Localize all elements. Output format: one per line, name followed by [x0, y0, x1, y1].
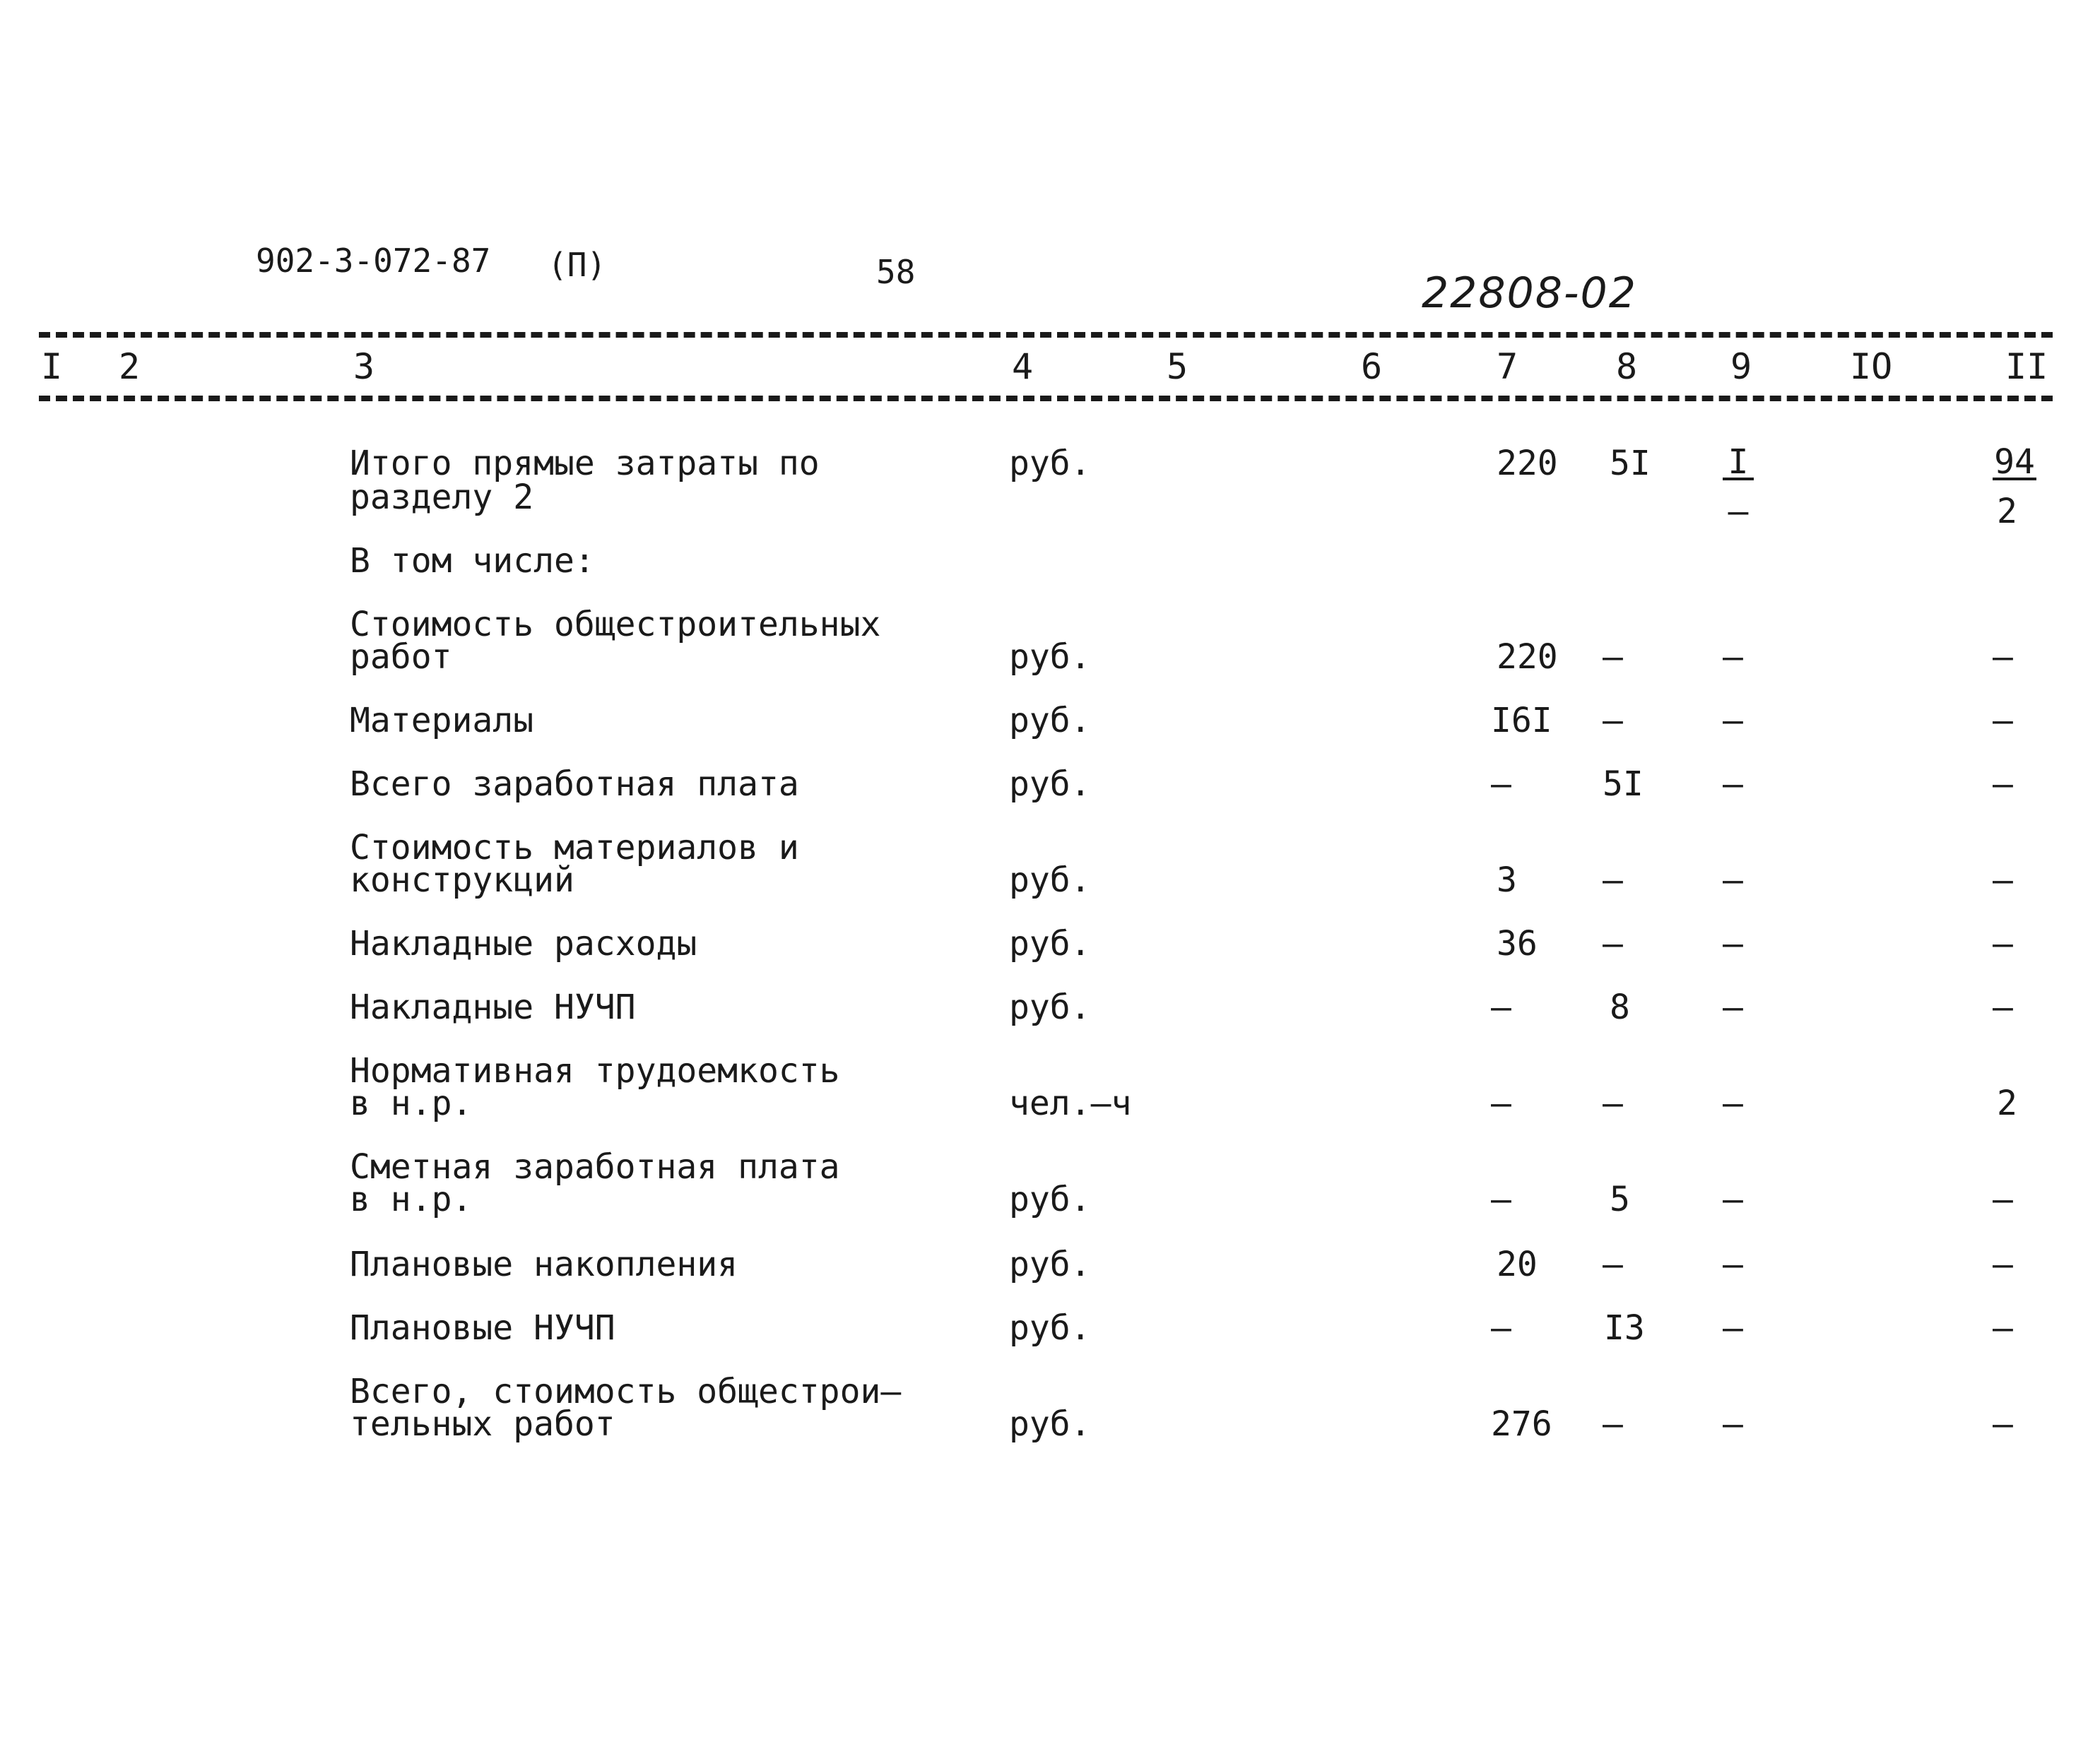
page-number: 58: [876, 253, 916, 291]
row-col8: –: [1603, 701, 1623, 740]
row-col8: 5I: [1603, 764, 1644, 804]
row-unit: руб.: [1009, 1180, 1091, 1219]
row-col7: –: [1491, 1084, 1511, 1123]
row-col8: –: [1603, 1404, 1623, 1444]
row-description-line: Накладные НУЧП: [350, 988, 636, 1027]
row-col11: –: [1993, 860, 2013, 900]
row-description-line: Нормативная трудоемкость: [350, 1051, 840, 1091]
row-col11: –: [1993, 1245, 2013, 1284]
document-code: 902-3-072-87: [256, 242, 491, 280]
document-part: (П): [548, 246, 607, 284]
drawing-number: 22808-02: [1422, 268, 1637, 318]
col-num-3: 3: [353, 346, 375, 387]
row-unit: чел.–ч: [1009, 1084, 1132, 1123]
col-num-8: 8: [1616, 346, 1638, 387]
row-col7: –: [1491, 764, 1511, 804]
row-description-line: конструкций: [350, 860, 574, 900]
row-unit: руб.: [1009, 988, 1091, 1027]
row-col11: –: [1993, 637, 2013, 677]
row-col11: –: [1993, 988, 2013, 1027]
row-col9: –: [1723, 1084, 1743, 1123]
row-description-line: Сметная заработная плата: [350, 1147, 840, 1187]
row-col11: –: [1993, 701, 2013, 740]
row-col11: –: [1993, 764, 2013, 804]
row-description-line: В том числе:: [350, 541, 595, 581]
row-description-line: Итого прямые затраты по: [350, 444, 820, 483]
header-bottom-rule: [39, 396, 2053, 401]
row-col8: –: [1603, 1245, 1623, 1284]
row-description-line: разделу 2: [350, 478, 534, 517]
header-top-rule: [39, 332, 2053, 338]
row-description-line: Плановые НУЧП: [350, 1308, 615, 1348]
row-unit: руб.: [1009, 444, 1091, 483]
row-col7: I6I: [1491, 701, 1552, 740]
col-num-9: 9: [1730, 346, 1752, 387]
row-col7: 3: [1497, 860, 1517, 900]
col-num-10: IO: [1850, 346, 1893, 387]
row-unit: руб.: [1009, 924, 1091, 964]
row-unit: руб.: [1009, 1245, 1091, 1284]
row-col11: 2: [1997, 1084, 2017, 1123]
row-col7: –: [1491, 988, 1511, 1027]
row-col8: 5: [1610, 1180, 1630, 1219]
row-col9: –: [1723, 1245, 1743, 1284]
row-col11: –: [1993, 924, 2013, 964]
row-unit: руб.: [1009, 637, 1091, 677]
row-unit: руб.: [1009, 1308, 1091, 1348]
row-col8: 8: [1610, 988, 1630, 1027]
row-col7: 276: [1491, 1404, 1552, 1444]
row-col9: –: [1723, 1308, 1743, 1348]
row-col7: 36: [1497, 924, 1538, 964]
row-col8: –: [1603, 924, 1623, 964]
row-col8: –: [1603, 1084, 1623, 1123]
row-unit: руб.: [1009, 860, 1091, 900]
row-col11-denominator: 2: [1997, 492, 2017, 531]
row-col11-numerator: 94: [1993, 446, 2036, 480]
col-num-1: I: [41, 346, 63, 387]
row-description-line: работ: [350, 637, 452, 677]
row-description-line: Материалы: [350, 701, 534, 740]
col-num-5: 5: [1167, 346, 1188, 387]
row-col7: 220: [1497, 444, 1558, 483]
row-col11: –: [1993, 1308, 2013, 1348]
row-description-line: в н.р.: [350, 1084, 473, 1123]
row-unit: руб.: [1009, 1404, 1091, 1444]
row-col9: –: [1723, 764, 1743, 804]
row-col7: –: [1491, 1180, 1511, 1219]
col-num-7: 7: [1497, 346, 1518, 387]
row-description-line: Всего заработная плата: [350, 764, 799, 804]
row-col9-denominator: –: [1728, 492, 1749, 531]
row-col9: –: [1723, 924, 1743, 964]
row-col9: –: [1723, 860, 1743, 900]
row-description-line: Стоимость материалов и: [350, 828, 799, 867]
col-num-4: 4: [1012, 346, 1034, 387]
col-num-6: 6: [1361, 346, 1383, 387]
row-col9: –: [1723, 1180, 1743, 1219]
row-unit: руб.: [1009, 701, 1091, 740]
row-description-line: в н.р.: [350, 1180, 473, 1219]
row-col11: –: [1993, 1180, 2013, 1219]
row-col9: –: [1723, 988, 1743, 1027]
row-col7: 20: [1497, 1245, 1538, 1284]
row-col9: –: [1723, 637, 1743, 677]
row-col8: –: [1603, 860, 1623, 900]
col-num-2: 2: [119, 346, 141, 387]
row-col9-numerator: I: [1723, 446, 1754, 480]
row-col9: –: [1723, 701, 1743, 740]
row-col7: 220: [1497, 637, 1558, 677]
row-description-line: Накладные расходы: [350, 924, 697, 964]
row-description-line: Стоимость общестроительных: [350, 605, 881, 644]
row-col7: –: [1491, 1308, 1511, 1348]
row-col8: –: [1603, 637, 1623, 677]
row-description-line: Плановые накопления: [350, 1245, 738, 1284]
row-col8: I3: [1604, 1308, 1645, 1348]
row-col9: –: [1723, 1404, 1743, 1444]
row-unit: руб.: [1009, 764, 1091, 804]
row-description-line: Всего, стоимость общестрои–: [350, 1372, 902, 1411]
col-num-11: II: [2005, 346, 2048, 387]
row-col8: 5I: [1610, 444, 1651, 483]
row-description-line: тельных работ: [350, 1404, 615, 1444]
row-col11: –: [1993, 1404, 2013, 1444]
